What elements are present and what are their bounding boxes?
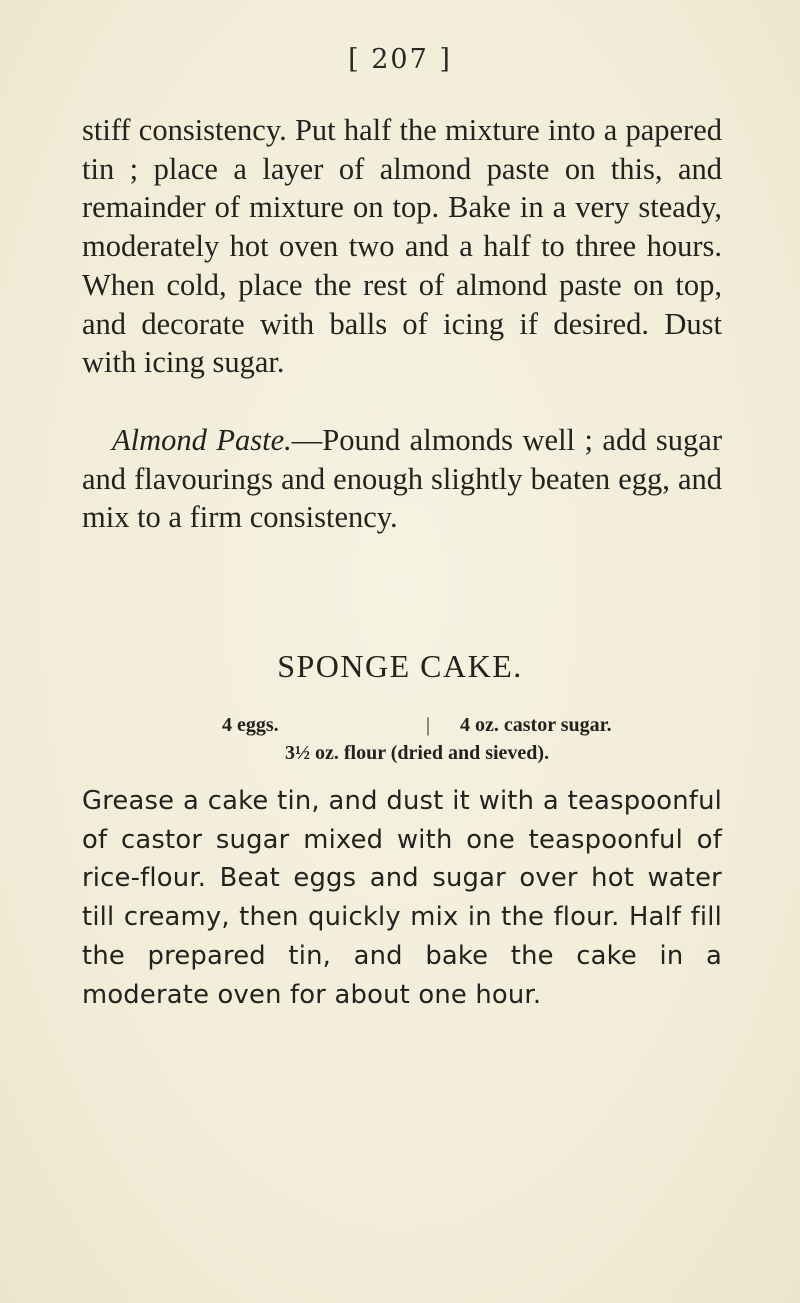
- ingredient-sugar: 4 oz. castor sugar.: [460, 714, 612, 736]
- almond-paste-paragraph: [82, 421, 722, 537]
- page-number: [ 207 ]: [348, 44, 452, 75]
- recipe-title: SPONGE CAKE.: [277, 648, 523, 684]
- fruit-cake-method-continued: [82, 111, 722, 382]
- ingredients-row: [0, 742, 800, 770]
- ingredient-separator: |: [426, 714, 431, 736]
- almond-paste-heading: Almond Paste.: [112, 423, 292, 457]
- ingredients-list: [0, 714, 800, 770]
- sponge-cake-method: [82, 782, 722, 1014]
- method-text: Grease a cake tin, and dust it with a teaspoonful of castor sugar mixed with one teaspoonful of rice-flour. Beat eggs and sugar over hot water till creamy, then quickly mix in the flour. Half fill the prepared tin, and bake the cake in a moderate oven for about one hour.: [82, 786, 722, 1010]
- almond-paste-body: [82, 421, 722, 537]
- paragraph-text: stiff consistency. Put half the mixture into a papered tin ; place a layer of almond paste on this, and remainder of mixture on top. Bake in a very steady, moderately hot oven two and a half to three hours. When cold, place the rest of almond paste on top, and decorate with balls of icing if desired. Dust with icing sugar.: [82, 113, 722, 380]
- ingredient-flour: 3½ oz. flour (dried and sieved).: [285, 742, 550, 764]
- ingredient-eggs: 4 eggs.: [222, 714, 279, 736]
- ingredients-row: [0, 714, 800, 742]
- almond-paste-text: —Pound almonds well ; add sugar and flavourings and enough slightly beaten egg, and mix to a firm consistency.: [82, 423, 722, 535]
